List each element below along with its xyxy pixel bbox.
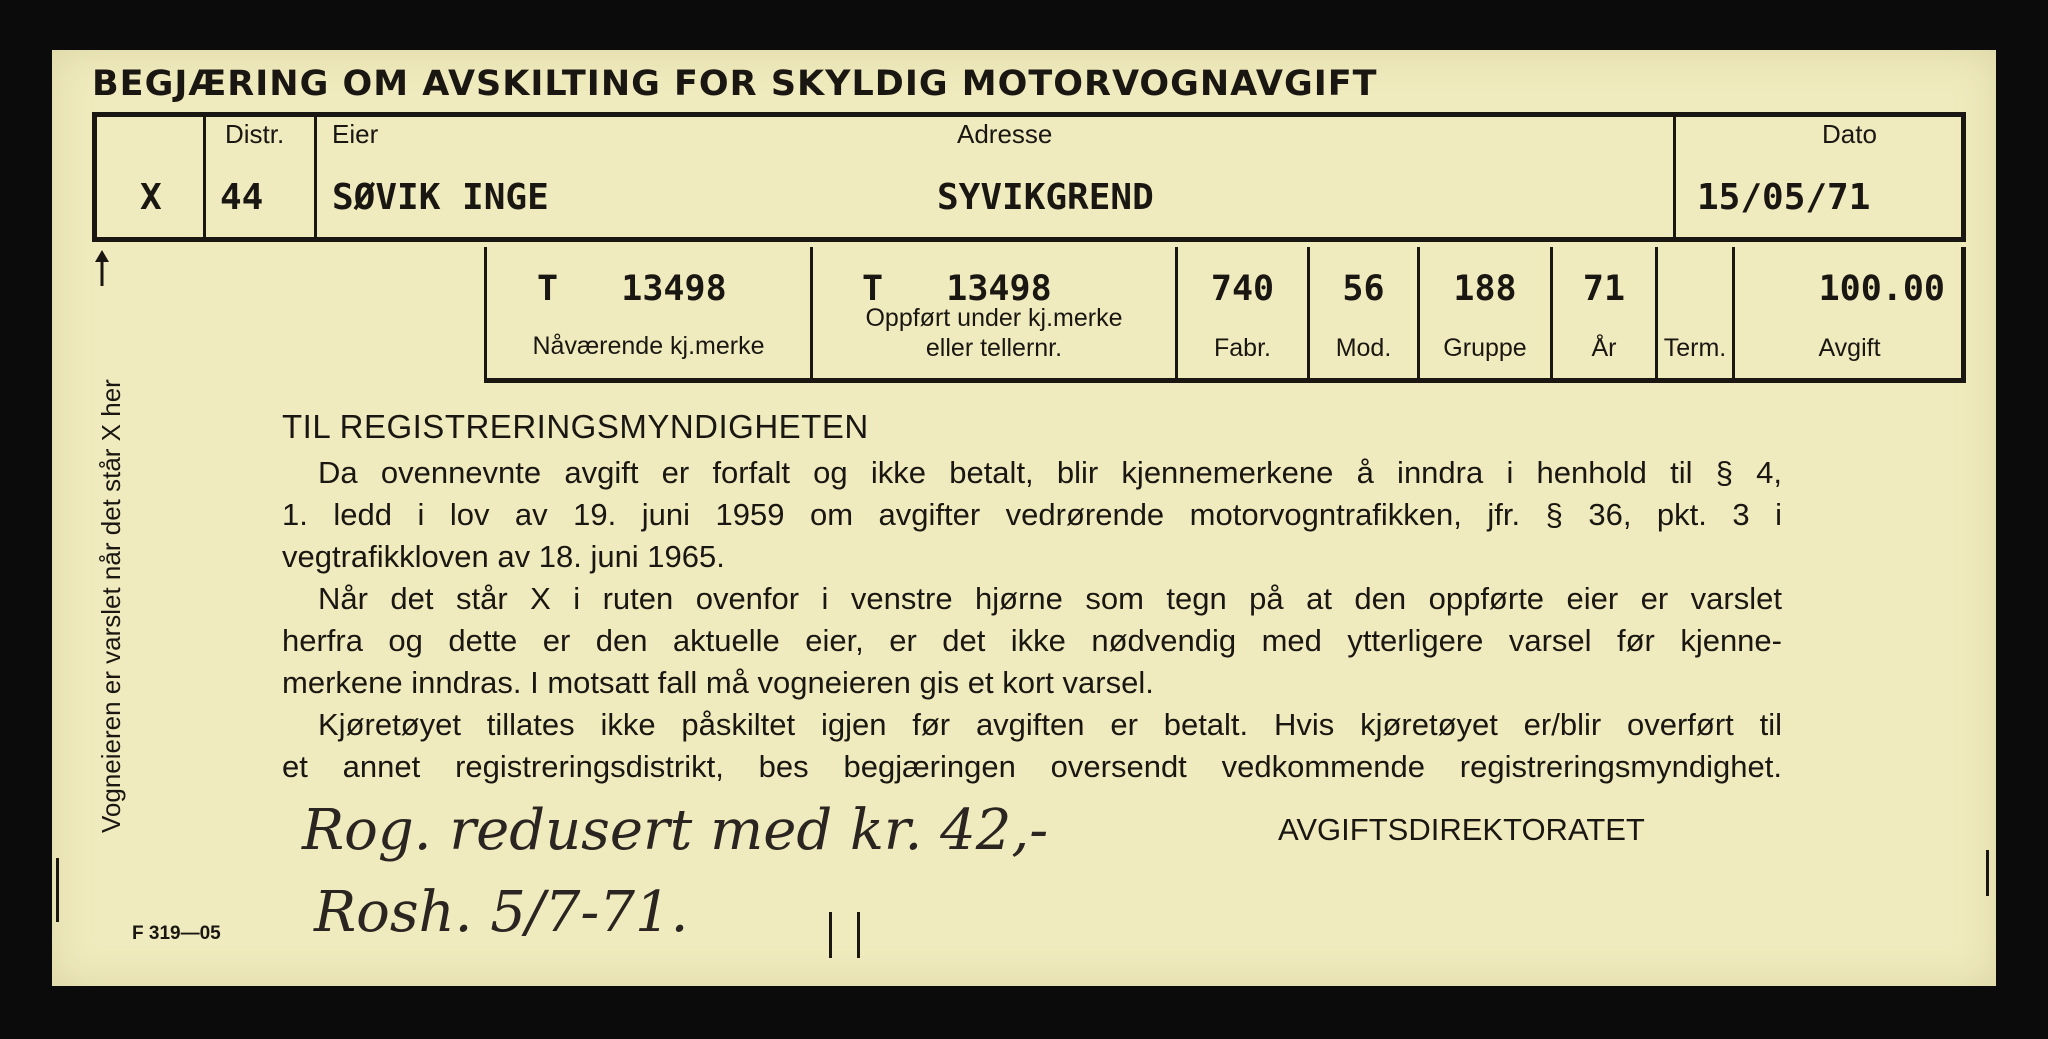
handwritten-note-2: Rosh. 5/7-71.: [314, 880, 689, 945]
fabr-value: 740: [1210, 269, 1275, 309]
eier-value: SØVIK INGE: [332, 177, 549, 218]
tick-mark: [857, 912, 860, 958]
gruppe-value: 188: [1453, 269, 1517, 309]
issuer-signature: AVGIFTSDIREKTORATET: [1278, 812, 1645, 847]
term-label: Term.: [1663, 334, 1727, 362]
distr-label: Distr.: [225, 119, 285, 149]
registered-plate-value: T 13498: [862, 269, 1052, 309]
edge-mark: [1986, 850, 1989, 896]
avgift-value: 100.00: [1818, 269, 1945, 309]
registered-plate-label-1: Oppført under kj.merke: [865, 304, 1123, 332]
divider: [314, 117, 317, 237]
p3-line: et annet registreringsdistrikt, bes begjæringen oversendt vedkommende registreringsmyndighet.: [282, 749, 1782, 784]
ar-label: År: [1591, 334, 1617, 362]
paragraph-2: [282, 578, 1782, 704]
p3-line: Kjøretøyet tillates ikke påskiltet igjen før avgiften er betalt. Hvis kjøretøyet er/blir overført til: [318, 707, 1782, 742]
p2-line: merkene inndras. I motsatt fall må vogneieren gis et kort varsel.: [282, 665, 1154, 700]
divider: [1673, 117, 1676, 237]
form-card: [52, 50, 1996, 986]
avgift-label: Avgift: [1818, 334, 1881, 362]
notified-mark: X: [140, 177, 162, 218]
arrow-up-icon: [92, 248, 112, 288]
gruppe-label: Gruppe: [1443, 334, 1527, 362]
section-heading: TIL REGISTRERINGSMYNDIGHETEN: [282, 408, 869, 445]
p1-line: vegtrafikkloven av 18. juni 1965.: [282, 539, 725, 574]
p1-line: 1. ledd i lov av 19. juni 1959 om avgifter vedrørende motorvogntrafikken, jfr. § 36, pkt. 3 i: [282, 497, 1782, 532]
owner-info-table: [92, 112, 1966, 242]
current-plate-value: T 13498: [537, 269, 727, 309]
p2-line: herfra og dette er den aktuelle eier, er det ikke nødvendig med ytterligere varsel før kjenne-: [282, 623, 1782, 658]
divider: [203, 117, 206, 237]
form-number: F 319—05: [132, 923, 221, 944]
mod-label: Mod.: [1335, 334, 1392, 362]
p2-line: Når det står X i ruten ovenfor i venstre hjørne som tegn på at den oppførte eier er varslet: [318, 581, 1782, 616]
adresse-label: Adresse: [957, 119, 1053, 149]
eier-label: Eier: [332, 119, 379, 149]
registered-plate-label-2: eller tellernr.: [925, 334, 1063, 362]
mod-value: 56: [1342, 269, 1385, 309]
tick-mark: [829, 912, 832, 958]
side-note: Vogneieren er varslet når det står X her: [96, 379, 126, 833]
p1-line: Da ovennevnte avgift er forfalt og ikke betalt, blir kjennemerkene å inndra i henhold til § 4,: [318, 455, 1782, 490]
dato-value: 15/05/71: [1697, 177, 1871, 218]
paragraph-1: [282, 452, 1782, 578]
dato-label: Dato: [1822, 119, 1877, 149]
ar-value: 71: [1582, 269, 1626, 309]
current-plate-label: Nåværende kj.merke: [532, 332, 765, 360]
form-title: BEGJÆRING OM AVSKILTING FOR SKYLDIG MOTORVOGNAVGIFT: [92, 64, 1378, 104]
distr-value: 44: [220, 177, 264, 218]
adresse-value: SYVIKGREND: [937, 177, 1154, 218]
paragraph-3: [282, 704, 1782, 788]
handwritten-note-1: Rog. redusert med kr. 42,-: [302, 798, 1049, 863]
fabr-label: Fabr.: [1214, 334, 1271, 362]
edge-mark: [56, 858, 59, 922]
vehicle-info-table: [484, 247, 1966, 383]
